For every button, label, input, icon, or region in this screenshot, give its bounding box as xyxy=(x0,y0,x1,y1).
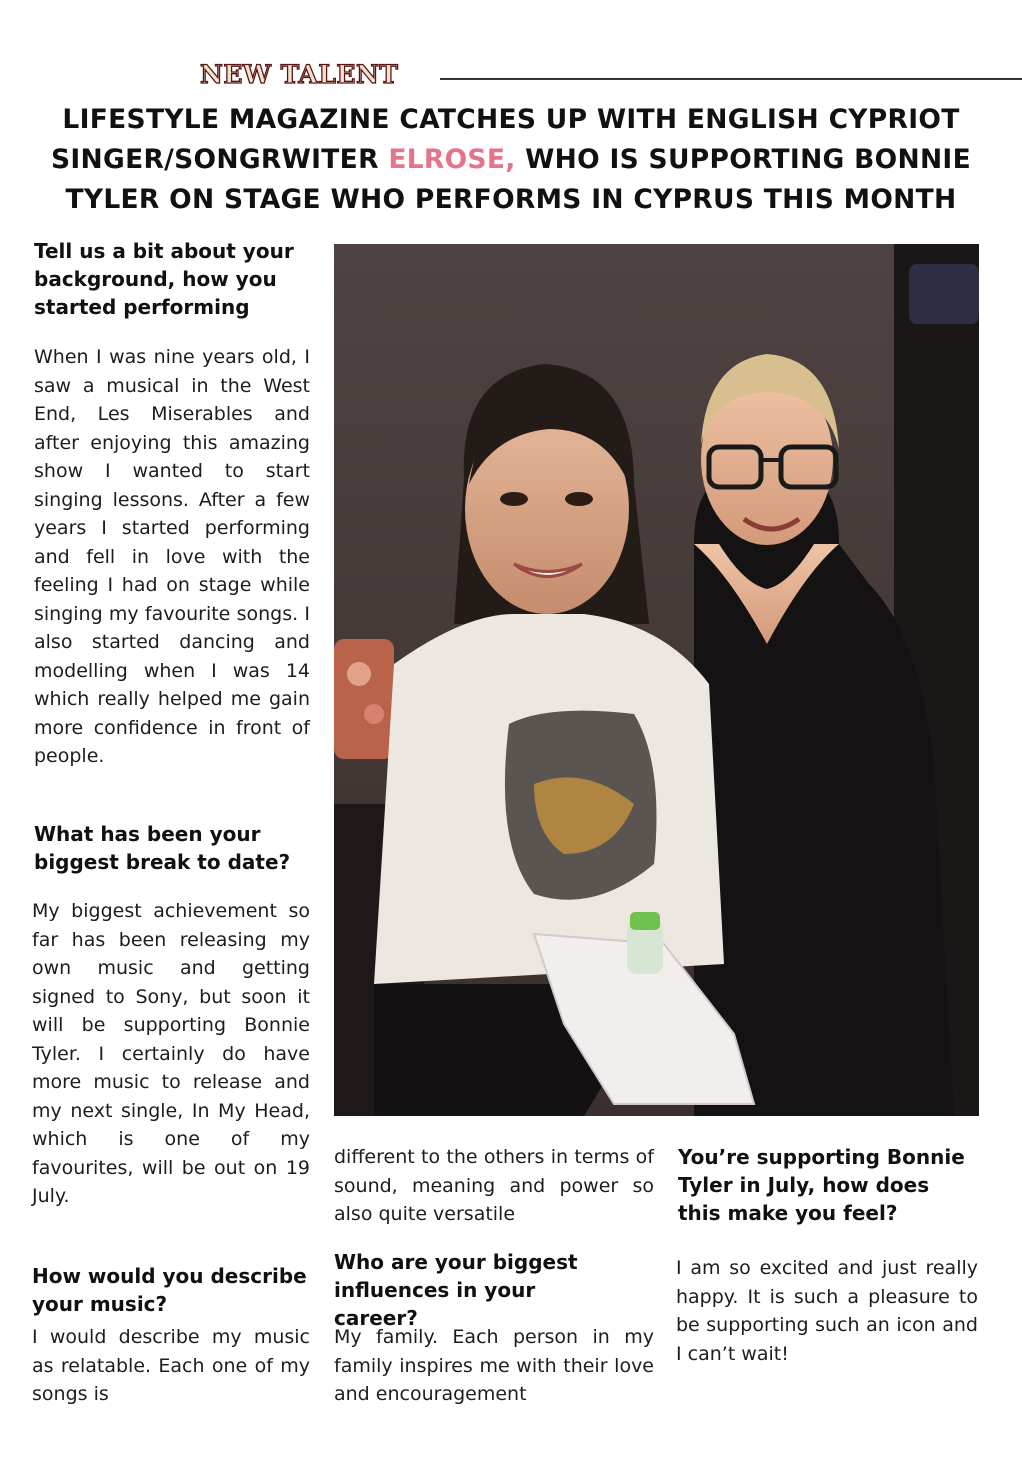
answer-describe-music-part2: different to the others in terms of sound, meaning and power so also quite versatile xyxy=(334,1146,654,1225)
headline-text: LIFESTYLE MAGAZINE CATCHES UP WITH ENGLISH CYPRIOT SINGER/SONGRWITER xyxy=(51,104,960,175)
question-background: Tell us a bit about your background, how you started performing xyxy=(34,239,294,319)
headline-text-end: WHO IS SUPPORTING BONNIE TYLER ON STAGE WHO PERFORMS IN CYPRUS THIS MONTH xyxy=(65,144,971,215)
headline xyxy=(10,100,1012,220)
answer-influences: My family. Each person in my family inspires me with their love and encouragement xyxy=(334,1326,654,1405)
headline-highlight-name: ELROSE, xyxy=(388,144,516,175)
question-biggest-break: What has been your biggest break to date? xyxy=(34,822,291,874)
section-label: NEW TALENT xyxy=(200,60,399,89)
question-describe-music: How would you describe your music? xyxy=(32,1264,307,1316)
answer-background: When I was nine years old, I saw a musical in the West End, Les Miserables and after enjoying this amazing show I wanted to start singing lessons. After a few years I started performing and fell in love with the feeling I had on stage while singing my favourite songs. I also started dancing and modelling when I was 14 which really helped me gain more confidence in front of people. xyxy=(34,346,310,767)
question-influences: Who are your biggest influences in your career? xyxy=(334,1250,578,1330)
answer-biggest-break: My biggest achievement so far has been releasing my own music and getting signed to Sony, but soon it will be supporting Bonnie Tyler. I certainly do have more music to release and my next single, In My Head, which is one of my favourites, will be out on 19 July. xyxy=(32,900,310,1207)
answer-describe-music-part1: I would describe my music as relatable. Each one of my songs is xyxy=(32,1326,310,1405)
header-rule xyxy=(440,78,1022,80)
photo-illustration xyxy=(334,244,979,1116)
photo xyxy=(334,244,979,1116)
answer-supporting-bonnie: I am so excited and just really happy. It is such a pleasure to be supporting such an icon and I can’t wait! xyxy=(676,1257,978,1365)
question-supporting-bonnie: You’re supporting Bonnie Tyler in July, how does this make you feel? xyxy=(678,1145,965,1225)
